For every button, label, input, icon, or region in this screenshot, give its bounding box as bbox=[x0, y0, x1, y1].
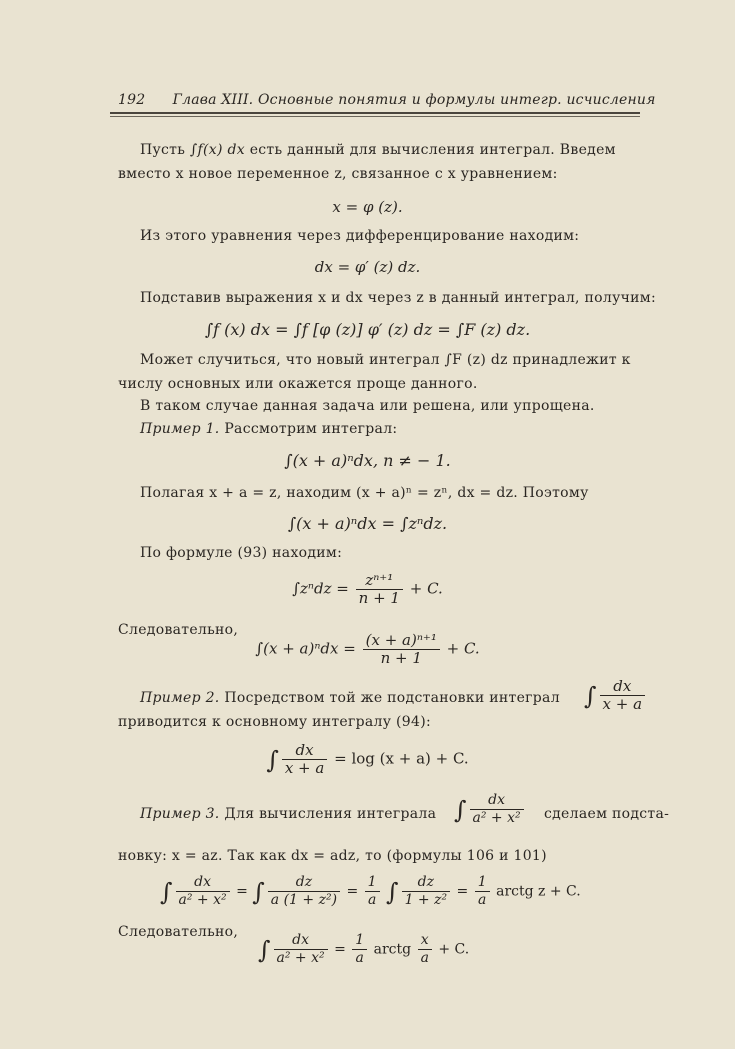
header-rule bbox=[110, 112, 640, 114]
paragraph-line: Может случиться, что новый интеграл ∫F (z) dz принадлежит к bbox=[140, 352, 631, 368]
equation-3: ∫f (x) dx = ∫f [φ (z)] φ′ (z) dz = ∫F (z) dz. bbox=[204, 320, 531, 339]
paragraph-line: новку: x = az. Так как dx = adz, то (формулы 106 и 101) bbox=[118, 848, 547, 864]
paragraph-line: числу основных или окажется проще данного. bbox=[118, 376, 478, 392]
paragraph-line: Из этого уравнения через дифференцирование находим: bbox=[140, 228, 580, 244]
example-2: Пример 2. Посредством той же подстановки интеграл bbox=[140, 690, 560, 706]
equation-9: ∫ $\frac{dx}{\text{a² + x²}}$ = ∫ $\frac{dz}{\text{a (1 + z²)}}$ = $\frac{1}{a}$ ∫ $\frac{dz}{\text{1 + z²}}$ = $\frac{1}{a}$ arctg z + C. bbox=[160, 874, 581, 908]
paragraph-line: Следовательно, bbox=[118, 924, 239, 940]
running-header bbox=[118, 92, 656, 108]
paragraph-line: В таком случае данная задача или решена, или упрощена. bbox=[140, 398, 595, 414]
paragraph-line: Подставив выражения x и dx через z в данный интеграл, получим: bbox=[140, 290, 657, 306]
example-label: Пример 1. bbox=[140, 421, 220, 437]
paragraph-line: Полагая x + a = z, находим (x + a)ⁿ = zⁿ, dx = dz. Поэтому bbox=[140, 485, 589, 501]
page-number: 192 bbox=[118, 92, 146, 108]
equation-7: ∫(x + a)ⁿdx = $\frac{\text{(x + a)ⁿ⁺¹}}{n + 1}$ + C. bbox=[255, 631, 480, 667]
equation-2: dx = φ′ (z) dz. bbox=[314, 258, 421, 276]
example-1: Пример 1. Рассмотрим интеграл: bbox=[140, 421, 398, 437]
example-3-integral: ∫ $\frac{dx}{\text{a² + x²}}$ bbox=[454, 792, 526, 827]
example-label: Пример 3. bbox=[140, 806, 220, 822]
equation-1: x = φ (z). bbox=[332, 198, 403, 216]
example-label: Пример 2. bbox=[140, 690, 220, 706]
running-title: Глава XIII. Основные понятия и формулы интегр. исчисления bbox=[172, 92, 656, 108]
equation-10: ∫ $\frac{dx}{\text{a² + x²}}$ = $\frac{1}{a}$ arctg $\frac{x}{a}$ + C. bbox=[258, 932, 470, 966]
paragraph-line: приводится к основному интегралу (94): bbox=[118, 714, 431, 730]
equation-6: ∫zⁿdz = $\frac{\text{zⁿ⁺¹}}{n + 1}$ + C. bbox=[292, 571, 443, 607]
paragraph-line: По формуле (93) находим: bbox=[140, 545, 343, 561]
paragraph-line: вместо x новое переменное z, связанное с x уравнением: bbox=[118, 166, 558, 182]
header-rule-thin bbox=[110, 116, 640, 117]
equation-4: ∫(x + a)ⁿdx, n ≠ − 1. bbox=[284, 451, 451, 470]
equation-8: ∫ $\frac{dx}{x + a}$ = log (x + a) + C. bbox=[266, 741, 469, 777]
example-2-integral: ∫ $\frac{dx}{x + a}$ bbox=[584, 678, 647, 713]
example-3: Пример 3. Для вычисления интеграла bbox=[140, 806, 437, 822]
equation-5: ∫(x + a)ⁿdx = ∫zⁿdz. bbox=[287, 514, 448, 533]
paragraph-line: Следовательно, bbox=[118, 622, 239, 638]
paragraph-line: Пусть ∫f(x) dx есть данный для вычисления интеграл. Введем bbox=[140, 142, 616, 158]
paragraph-line: сделаем подста- bbox=[544, 806, 670, 822]
